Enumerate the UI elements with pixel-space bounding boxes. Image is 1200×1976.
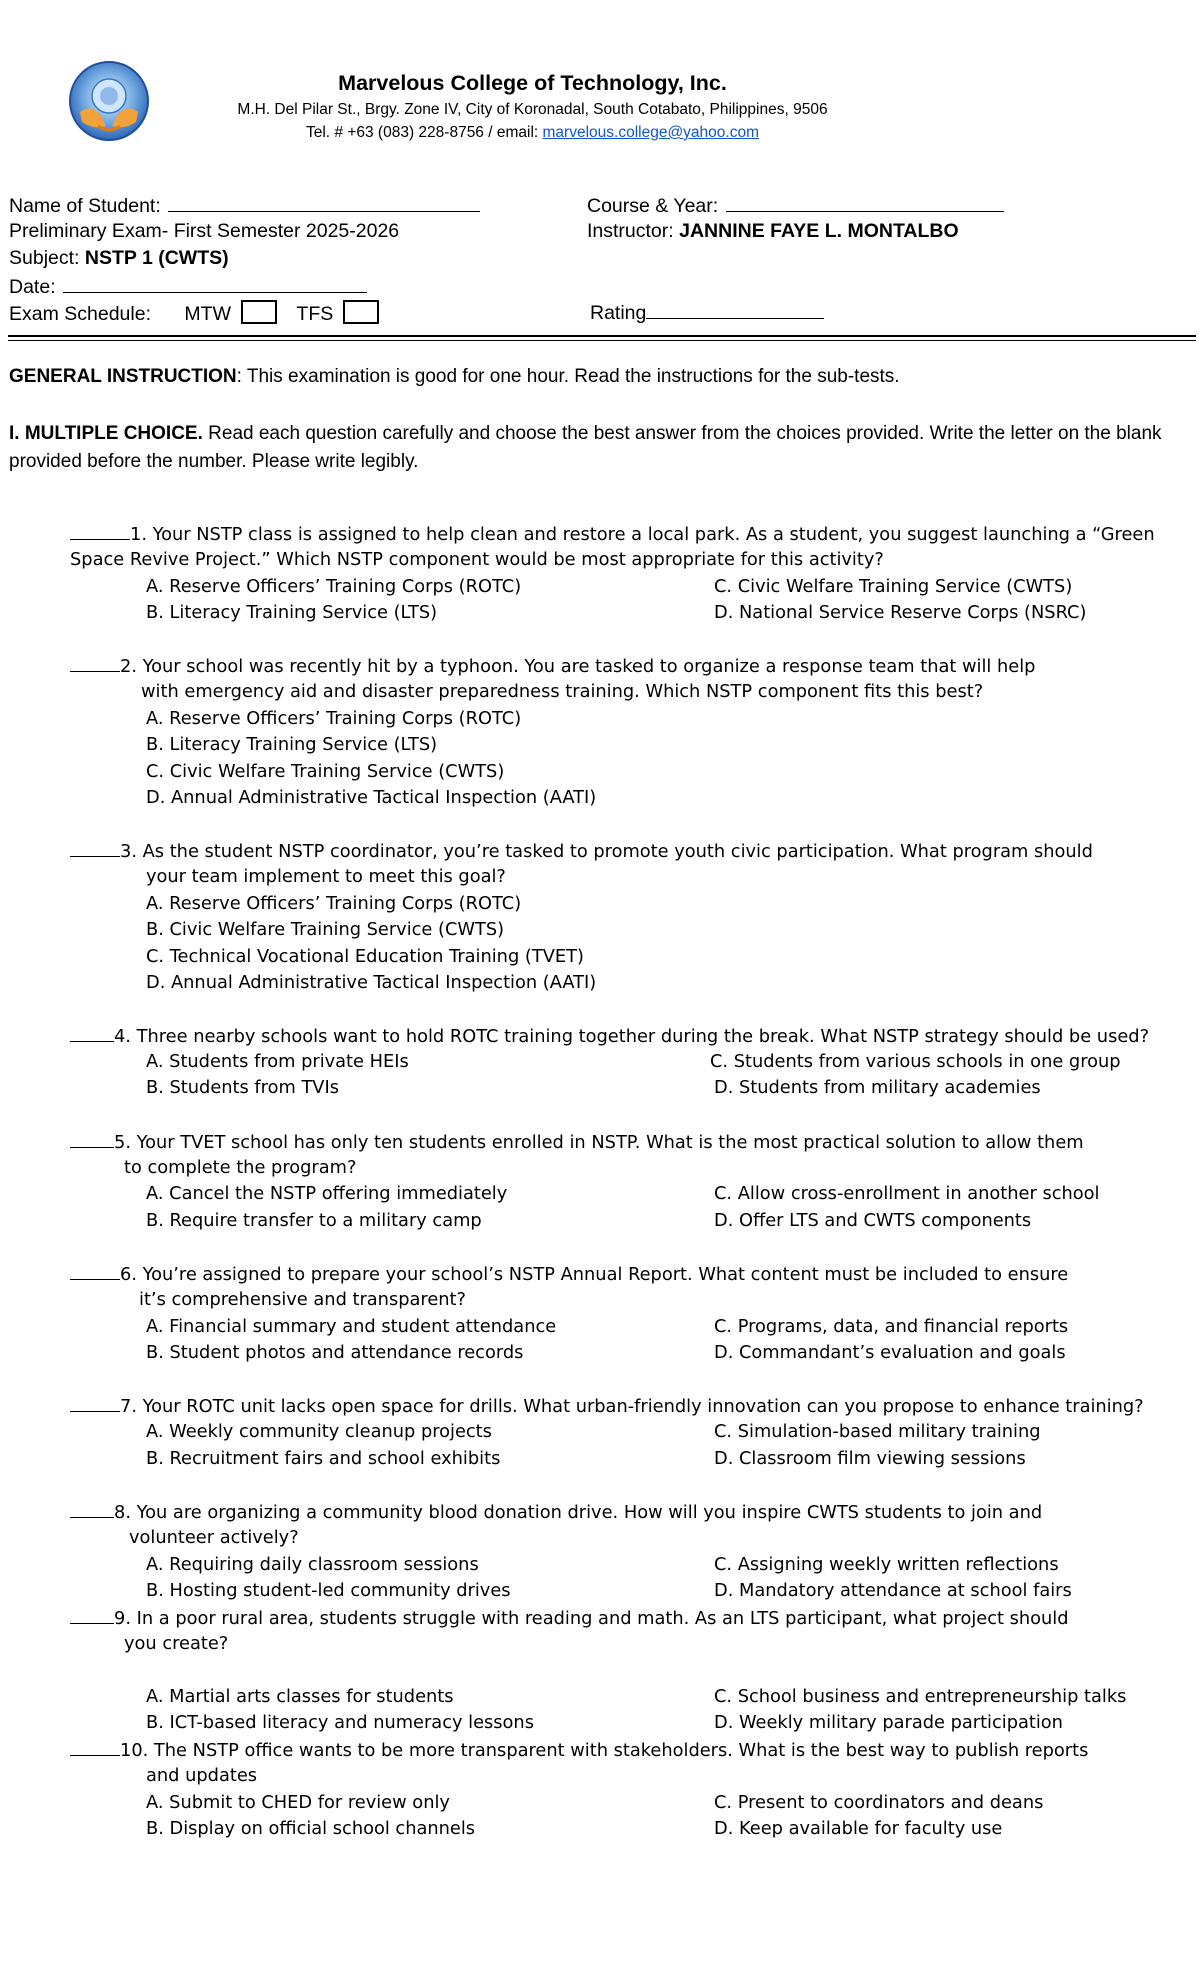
schedule-tfs-checkbox[interactable]: [343, 300, 379, 324]
question-10: [70, 1739, 1088, 1761]
choice-5b[interactable]: B. Require transfer to a military camp: [146, 1210, 482, 1231]
schedule-tfs-label: TFS: [296, 303, 334, 325]
section-heading: I. MULTIPLE CHOICE.: [9, 423, 203, 444]
choice-7d[interactable]: D. Classroom film viewing sessions: [714, 1448, 1026, 1469]
rating-label: Rating: [590, 302, 647, 324]
school-name: Marvelous College of Technology, Inc.: [338, 71, 727, 95]
question-7-text: 7. Your ROTC unit lacks open space for drills. What urban-friendly innovation can you propose to enhance training?: [120, 1396, 1144, 1417]
choice-9a[interactable]: A. Martial arts classes for students: [146, 1686, 454, 1707]
schedule-mtw-label: MTW: [184, 303, 231, 325]
choice-5a[interactable]: A. Cancel the NSTP offering immediately: [146, 1183, 508, 1204]
question-10-text: 10. The NSTP office wants to be more transparent with stakeholders. What is the best way to publish reports: [120, 1740, 1089, 1761]
question-9: [70, 1607, 1069, 1629]
choice-9c[interactable]: C. School business and entrepreneurship talks: [714, 1686, 1127, 1707]
question-3: [70, 840, 1093, 862]
name-field: [9, 193, 480, 218]
choice-2d[interactable]: D. Annual Administrative Tactical Inspection (AATI): [146, 787, 597, 808]
exam-schedule: [9, 300, 379, 326]
choice-10d[interactable]: D. Keep available for faculty use: [714, 1818, 1003, 1839]
choice-5c[interactable]: C. Allow cross-enrollment in another school: [714, 1183, 1100, 1204]
question-4: [70, 1025, 1149, 1047]
question-9-cont: you create?: [124, 1633, 229, 1654]
section-instruction: [9, 420, 1194, 476]
email-link[interactable]: marvelous.college@yahoo.com: [542, 124, 759, 141]
school-address: M.H. Del Pilar St., Brgy. Zone IV, City of Koronadal, South Cotabato, Philippines, 9506: [237, 101, 828, 118]
question-10-cont: and updates: [146, 1765, 258, 1786]
question-8-cont: volunteer actively?: [129, 1527, 299, 1548]
answer-blank-9[interactable]: [70, 1607, 114, 1624]
question-8: [70, 1501, 1042, 1523]
general-instruction-text: : This examination is good for one hour. Read the instructions for the sub-tests.: [236, 366, 900, 387]
answer-blank-3[interactable]: [70, 840, 120, 857]
choice-5d[interactable]: D. Offer LTS and CWTS components: [714, 1210, 1032, 1231]
choice-4d[interactable]: D. Students from military academies: [714, 1077, 1041, 1098]
answer-blank-4[interactable]: [70, 1025, 114, 1042]
choice-4c[interactable]: C. Students from various schools in one group: [710, 1051, 1121, 1072]
question-9-text: 9. In a poor rural area, students struggle with reading and math. As an LTS participant, what project should: [114, 1608, 1069, 1629]
rating-blank[interactable]: [646, 300, 824, 319]
choice-6a[interactable]: A. Financial summary and student attendance: [146, 1316, 557, 1337]
choice-1d[interactable]: D. National Service Reserve Corps (NSRC): [714, 602, 1087, 623]
choice-6b[interactable]: B. Student photos and attendance records: [146, 1342, 524, 1363]
choice-1a[interactable]: A. Reserve Officers’ Training Corps (ROTC): [146, 576, 522, 597]
subject-value: NSTP 1 (CWTS): [84, 247, 229, 269]
exam-period: Preliminary Exam- First Semester 2025-2026: [9, 220, 400, 242]
question-2-cont: with emergency aid and disaster preparedness training. Which NSTP component fits this best?: [141, 681, 984, 702]
question-6-text: 6. You’re assigned to prepare your school’s NSTP Annual Report. What content must be included to ensure: [120, 1264, 1069, 1285]
choice-10a[interactable]: A. Submit to CHED for review only: [146, 1792, 450, 1813]
choice-8a[interactable]: A. Requiring daily classroom sessions: [146, 1554, 479, 1575]
course-label: Course & Year:: [587, 195, 719, 217]
choice-9b[interactable]: B. ICT-based literacy and numeracy lessons: [146, 1712, 534, 1733]
name-blank[interactable]: [168, 193, 480, 212]
schedule-label: Exam Schedule:: [9, 303, 151, 325]
choice-2c[interactable]: C. Civic Welfare Training Service (CWTS): [146, 761, 505, 782]
rating-field: [590, 300, 824, 325]
choice-4b[interactable]: B. Students from TVIs: [146, 1077, 339, 1098]
choice-7a[interactable]: A. Weekly community cleanup projects: [146, 1421, 492, 1442]
answer-blank-6[interactable]: [70, 1263, 120, 1280]
answer-blank-5[interactable]: [70, 1131, 114, 1148]
tel-text: Tel. # +63 (083) 228-8756 / email:: [305, 124, 543, 141]
question-2-text: 2. Your school was recently hit by a typhoon. You are tasked to organize a response team that will help: [120, 656, 1036, 677]
choice-1b[interactable]: B. Literacy Training Service (LTS): [146, 602, 438, 623]
choice-4a[interactable]: A. Students from private HEIs: [146, 1051, 409, 1072]
answer-blank-10[interactable]: [70, 1739, 120, 1756]
question-5-text: 5. Your TVET school has only ten students enrolled in NSTP. What is the most practical solution to allow them: [114, 1132, 1084, 1153]
date-field: [9, 274, 367, 299]
choice-9d[interactable]: D. Weekly military parade participation: [714, 1712, 1063, 1733]
answer-blank-7[interactable]: [70, 1395, 120, 1412]
choice-8b[interactable]: B. Hosting student-led community drives: [146, 1580, 511, 1601]
general-instruction: [9, 366, 1194, 388]
question-3-cont: your team implement to meet this goal?: [146, 866, 506, 887]
choice-3b[interactable]: B. Civic Welfare Training Service (CWTS): [146, 919, 505, 940]
choice-1c[interactable]: C. Civic Welfare Training Service (CWTS): [714, 576, 1073, 597]
schedule-mtw-checkbox[interactable]: [241, 300, 277, 324]
question-6: [70, 1263, 1068, 1285]
choice-8d[interactable]: D. Mandatory attendance at school fairs: [714, 1580, 1072, 1601]
choice-3c[interactable]: C. Technical Vocational Education Training (TVET): [146, 946, 584, 967]
choice-3d[interactable]: D. Annual Administrative Tactical Inspection (AATI): [146, 972, 597, 993]
choice-2a[interactable]: A. Reserve Officers’ Training Corps (ROTC): [146, 708, 522, 729]
question-8-text: 8. You are organizing a community blood donation drive. How will you inspire CWTS students to join and: [114, 1502, 1043, 1523]
question-6-cont: it’s comprehensive and transparent?: [139, 1289, 466, 1310]
name-label: Name of Student:: [9, 195, 161, 217]
subject-field: [9, 247, 229, 270]
choice-10b[interactable]: B. Display on official school channels: [146, 1818, 476, 1839]
choice-6d[interactable]: D. Commandant’s evaluation and goals: [714, 1342, 1066, 1363]
choice-7c[interactable]: C. Simulation-based military training: [714, 1421, 1041, 1442]
choice-7b[interactable]: B. Recruitment fairs and school exhibits: [146, 1448, 501, 1469]
instructor-name: JANNINE FAYE L. MONTALBO: [679, 220, 959, 242]
question-5-cont: to complete the program?: [124, 1157, 357, 1178]
answer-blank-1[interactable]: [70, 523, 130, 540]
general-instruction-label: GENERAL INSTRUCTION: [9, 366, 237, 387]
question-5: [70, 1131, 1084, 1153]
choice-8c[interactable]: C. Assigning weekly written reflections: [714, 1554, 1059, 1575]
choice-10c[interactable]: C. Present to coordinators and deans: [714, 1792, 1044, 1813]
question-7: [70, 1395, 1144, 1417]
question-1: [70, 523, 1155, 545]
question-1-text: 1. Your NSTP class is assigned to help clean and restore a local park. As a student, you suggest launching a “Green: [130, 524, 1155, 545]
section-instruction-text: Read each question carefully and choose the best answer from the choices provided. Write the letter on the blank provided before the number. Please write legibly.: [9, 423, 1162, 472]
choice-3a[interactable]: A. Reserve Officers’ Training Corps (ROTC): [146, 893, 522, 914]
date-label: Date:: [9, 276, 56, 298]
instructor-label: Instructor:: [587, 220, 674, 242]
instructor-field: [587, 220, 959, 243]
school-contact: [0, 124, 1065, 142]
header-divider: [8, 335, 1196, 341]
course-field: [587, 193, 1004, 218]
choice-6c[interactable]: C. Programs, data, and financial reports: [714, 1316, 1069, 1337]
answer-blank-2[interactable]: [70, 655, 120, 672]
question-2: [70, 655, 1035, 677]
answer-blank-8[interactable]: [70, 1501, 114, 1518]
subject-label: Subject:: [9, 247, 80, 269]
choice-2b[interactable]: B. Literacy Training Service (LTS): [146, 734, 438, 755]
question-4-text: 4. Three nearby schools want to hold ROTC training together during the break. What NSTP strategy should be used?: [114, 1026, 1150, 1047]
date-blank[interactable]: [63, 274, 367, 293]
course-blank[interactable]: [726, 193, 1004, 212]
question-1-cont: Space Revive Project.” Which NSTP component would be most appropriate for this activity?: [70, 549, 884, 570]
question-3-text: 3. As the student NSTP coordinator, you’re tasked to promote youth civic participation. What program should: [120, 841, 1093, 862]
